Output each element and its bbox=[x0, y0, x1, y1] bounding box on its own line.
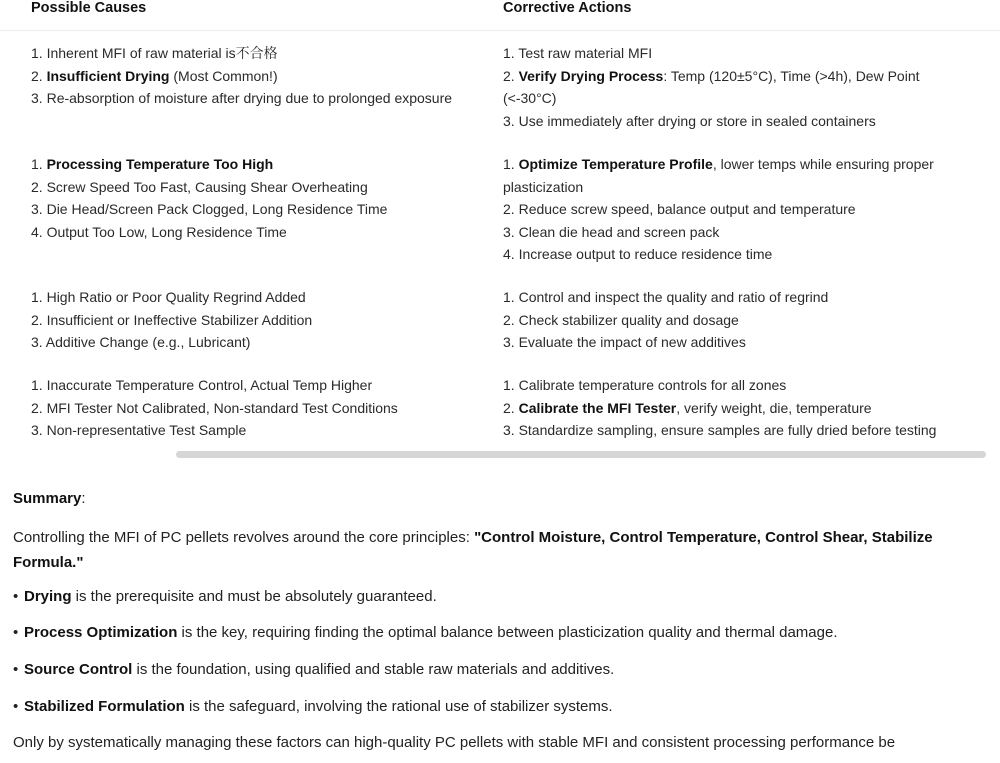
table-row-2-actions bbox=[503, 153, 973, 266]
list-item: 2. Screw Speed Too Fast, Causing Shear Overheating bbox=[31, 178, 368, 195]
summary-bullet-source: • Source Control is the foundation, using qualified and stable raw materials and additives. bbox=[13, 661, 615, 678]
list-item: 4. Output Too Low, Long Residence Time bbox=[31, 223, 287, 240]
header-corrective-actions: Corrective Actions bbox=[503, 0, 632, 16]
list-item: 2. MFI Tester Not Calibrated, Non-standard Test Conditions bbox=[31, 399, 398, 416]
list-item: 1. Calibrate temperature controls for all zones bbox=[503, 377, 787, 393]
list-item: 3. Re-absorption of moisture after drying due to prolonged exposure bbox=[31, 90, 453, 106]
table-row-2-causes bbox=[31, 153, 491, 243]
table-row-1-actions bbox=[503, 42, 973, 132]
list-item: 3. Use immediately after drying or store in sealed containers bbox=[503, 112, 876, 129]
table-header-row bbox=[0, 0, 1000, 31]
list-item: 1. Inherent MFI of raw material is不合格 bbox=[31, 45, 278, 61]
summary-intro: Controlling the MFI of PC pellets revolves around the core principles: "Control Moisture, Control Temperature, Control Shear, Stabilize Formula." bbox=[13, 529, 933, 571]
list-item: 1. High Ratio or Poor Quality Regrind Added bbox=[31, 289, 306, 305]
summary-bullet-drying: • Drying is the prerequisite and must be absolutely guaranteed. bbox=[13, 588, 437, 605]
table-row-3-causes bbox=[31, 286, 491, 354]
list-item: 3. Additive Change (e.g., Lubricant) bbox=[31, 334, 251, 350]
list-item: 3. Die Head/Screen Pack Clogged, Long Residence Time bbox=[31, 201, 388, 217]
summary-conclusion: Only by systematically managing these factors can high-quality PC pellets with stable MFI and consistent processing performance be bbox=[13, 734, 896, 751]
table-row-4-causes bbox=[31, 374, 491, 442]
list-item: 1. Control and inspect the quality and ratio of regrind bbox=[503, 289, 829, 305]
list-item: 2. Insufficient or Ineffective Stabilizer Addition bbox=[31, 311, 313, 328]
summary-title: Summary: bbox=[13, 490, 86, 507]
list-item: 1. Test raw material MFI bbox=[503, 45, 653, 61]
list-item: 3. Standardize sampling, ensure samples are fully dried before testing bbox=[503, 422, 937, 438]
summary-bullet-process: • Process Optimization is the key, requiring finding the optimal balance between plasticization quality and thermal damage. bbox=[13, 624, 838, 641]
header-possible-causes: Possible Causes bbox=[31, 0, 147, 16]
list-item: 1. Inaccurate Temperature Control, Actual Temp Higher bbox=[31, 377, 373, 393]
list-item: 2. Verify Drying Process: Temp (120±5°C), Time (>4h), Dew Point (<-30°C) bbox=[503, 67, 920, 106]
list-item: 3. Non-representative Test Sample bbox=[31, 422, 247, 438]
list-item: 3. Evaluate the impact of new additives bbox=[503, 334, 746, 350]
list-item: 4. Increase output to reduce residence time bbox=[503, 246, 773, 262]
list-item: 1. Processing Temperature Too High bbox=[31, 156, 274, 172]
summary-bullet-formulation: • Stabilized Formulation is the safeguard, involving the rational use of stabilizer systems. bbox=[13, 698, 613, 715]
list-item: 1. Optimize Temperature Profile, lower temps while ensuring proper plasticization bbox=[503, 156, 934, 195]
table-row-3-actions bbox=[503, 286, 973, 354]
list-item: 2. Insufficient Drying (Most Common!) bbox=[31, 67, 278, 84]
list-item: 3. Clean die head and screen pack bbox=[503, 223, 720, 240]
scrollbar-thumb[interactable] bbox=[176, 451, 986, 458]
list-item: 2. Check stabilizer quality and dosage bbox=[503, 311, 739, 328]
table-row-4-actions bbox=[503, 374, 973, 442]
list-item: 2. Reduce screw speed, balance output and temperature bbox=[503, 201, 856, 217]
table-row-1-causes bbox=[31, 42, 491, 110]
list-item: 2. Calibrate the MFI Tester, verify weight, die, temperature bbox=[503, 399, 872, 416]
